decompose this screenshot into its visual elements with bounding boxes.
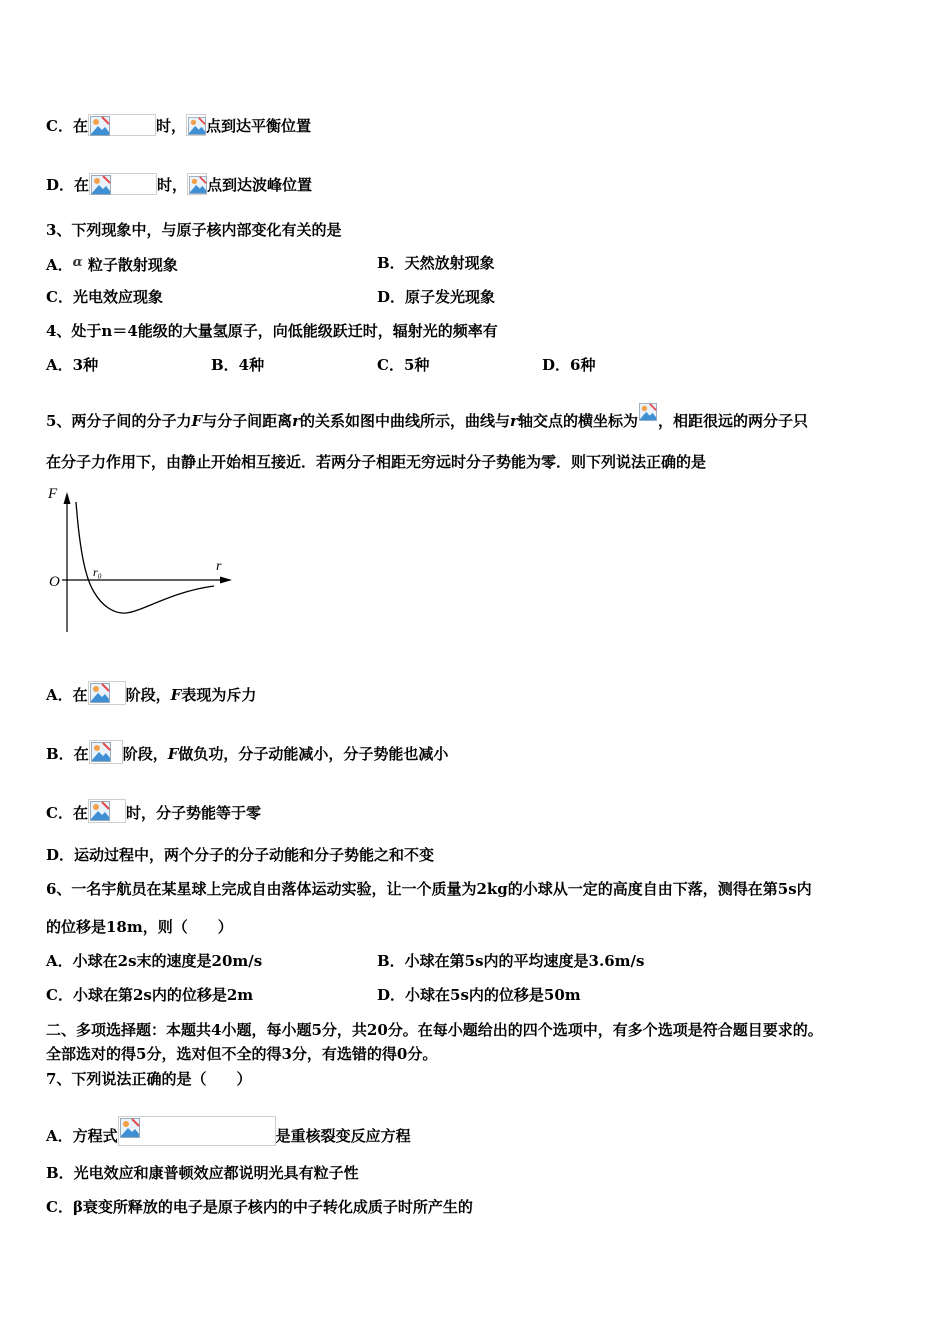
option-text: 在 [72, 117, 88, 135]
q5-option-c [46, 799, 261, 823]
option-text: 在 [73, 745, 89, 763]
q6-stem-line1: 6、一名宇航员在某星球上完成自由落体运动实验，让一个质量为2kg的小球从一定的高度自由下落，测得在第5s内 [46, 880, 812, 898]
r0-label: r₀ [93, 565, 102, 579]
option-text: 是重核裂变反应方程 [275, 1127, 411, 1145]
stem-text: 轴交点的横坐标为 [517, 412, 638, 430]
q2-option-c [46, 114, 311, 136]
section2-heading-line2: 全部选对的得5分，选对但不全的得3分，有选错的得0分。 [46, 1045, 438, 1063]
q3-option-c: C．光电效应现象 [46, 288, 163, 306]
var-r: r [292, 412, 301, 430]
q4-stem: 4、处于n＝4能级的大量氢原子，向低能级跃迁时，辐射光的频率有 [46, 322, 498, 340]
q7-option-a [46, 1116, 411, 1146]
option-text: 表现为斥力 [181, 686, 257, 704]
force-distance-graph [44, 484, 244, 636]
option-text: 在 [72, 686, 88, 704]
q3-stem: 3、下列现象中，与原子核内部变化有关的是 [46, 221, 342, 239]
q6-option-c: C．小球在第2s内的位移是2m [46, 986, 254, 1004]
broken-image-icon [638, 401, 658, 431]
force-curve [76, 502, 214, 613]
q5-stem-line1 [46, 401, 808, 431]
y-axis-label: F [48, 486, 58, 502]
option-letter: B． [46, 745, 74, 763]
option-text: 时， [157, 176, 188, 194]
q3-option-b: B．天然放射现象 [377, 254, 495, 272]
option-text: 在 [72, 804, 88, 822]
option-text: 点到达平衡位置 [205, 117, 311, 135]
option-letter: C． [46, 117, 73, 135]
option-text: 点到达波峰位置 [207, 176, 313, 194]
q7-option-c: C．β衰变所释放的电子是原子核内的中子转化成质子时所产生的 [46, 1198, 473, 1216]
x-axis-arrow [220, 577, 232, 584]
q5-option-a [46, 681, 256, 705]
stem-text: 与分子间距离 [202, 412, 293, 430]
q6-stem-line2: 的位移是18m，则（ ） [46, 918, 233, 936]
option-text: 阶段， [122, 745, 168, 763]
stem-text: 的关系如图中曲线所示，曲线与 [300, 412, 511, 430]
var-F: F [191, 412, 203, 430]
alpha-symbol: α [72, 255, 83, 270]
broken-image-icon [186, 114, 206, 136]
q7-stem: 7、下列说法正确的是（ ） [46, 1070, 252, 1088]
option-letter: C． [46, 804, 73, 822]
var-F: F [167, 745, 179, 763]
q4-option-b: B．4种 [211, 356, 265, 374]
q4-option-c: C．5种 [377, 356, 430, 374]
option-letter: A． [46, 1127, 73, 1145]
broken-image-icon [88, 114, 156, 136]
x-axis-label: r [216, 559, 222, 574]
q3-option-d: D．原子发光现象 [377, 288, 496, 306]
option-text: 时，分子势能等于零 [125, 804, 261, 822]
broken-image-icon [118, 1116, 276, 1146]
q5-option-b [46, 740, 448, 764]
q3-option-a [46, 253, 178, 275]
q4-option-d: D．6种 [542, 356, 596, 374]
option-text: 做负功，分子动能减小，分子势能也减小 [178, 745, 449, 763]
option-text: 时， [155, 117, 186, 135]
broken-image-icon [88, 799, 126, 823]
option-text: 粒子散射现象 [87, 256, 178, 274]
q6-option-a: A．小球在2s末的速度是20m/s [46, 952, 263, 970]
origin-label: O [49, 574, 60, 590]
option-letter: A． [46, 686, 73, 704]
q7-option-b: B．光电效应和康普顿效应都说明光具有粒子性 [46, 1164, 359, 1182]
section2-heading-line1: 二、多项选择题：本题共4小题，每小题5分，共20分。在每小题给出的四个选项中，有多个选项是符合题目要求的。 [46, 1021, 823, 1039]
q4-option-a: A．3种 [46, 356, 99, 374]
option-text: 方程式 [72, 1127, 118, 1145]
stem-text: 5、两分子间的分子力 [46, 412, 192, 430]
option-letter: A． [46, 256, 73, 274]
option-text: 在 [74, 176, 90, 194]
q6-option-b: B．小球在第5s内的平均速度是3.6m/s [377, 952, 645, 970]
broken-image-icon [187, 173, 207, 195]
broken-image-icon [89, 740, 123, 764]
option-letter: D． [46, 176, 75, 194]
stem-text: ，相距很远的两分子只 [657, 412, 808, 430]
q5-stem-line2: 在分子力作用下，由静止开始相互接近．若两分子相距无穷远时分子势能为零．则下列说法正确的是 [46, 453, 707, 471]
var-F: F [170, 686, 182, 704]
option-text: 阶段， [125, 686, 171, 704]
broken-image-icon [89, 173, 157, 195]
q2-option-d [46, 173, 312, 195]
broken-image-icon [88, 681, 126, 705]
y-axis-arrow [64, 492, 71, 504]
q6-option-d: D．小球在5s内的位移是50m [377, 986, 581, 1004]
var-r: r [510, 412, 518, 430]
q5-option-d: D．运动过程中，两个分子的分子动能和分子势能之和不变 [46, 846, 435, 864]
